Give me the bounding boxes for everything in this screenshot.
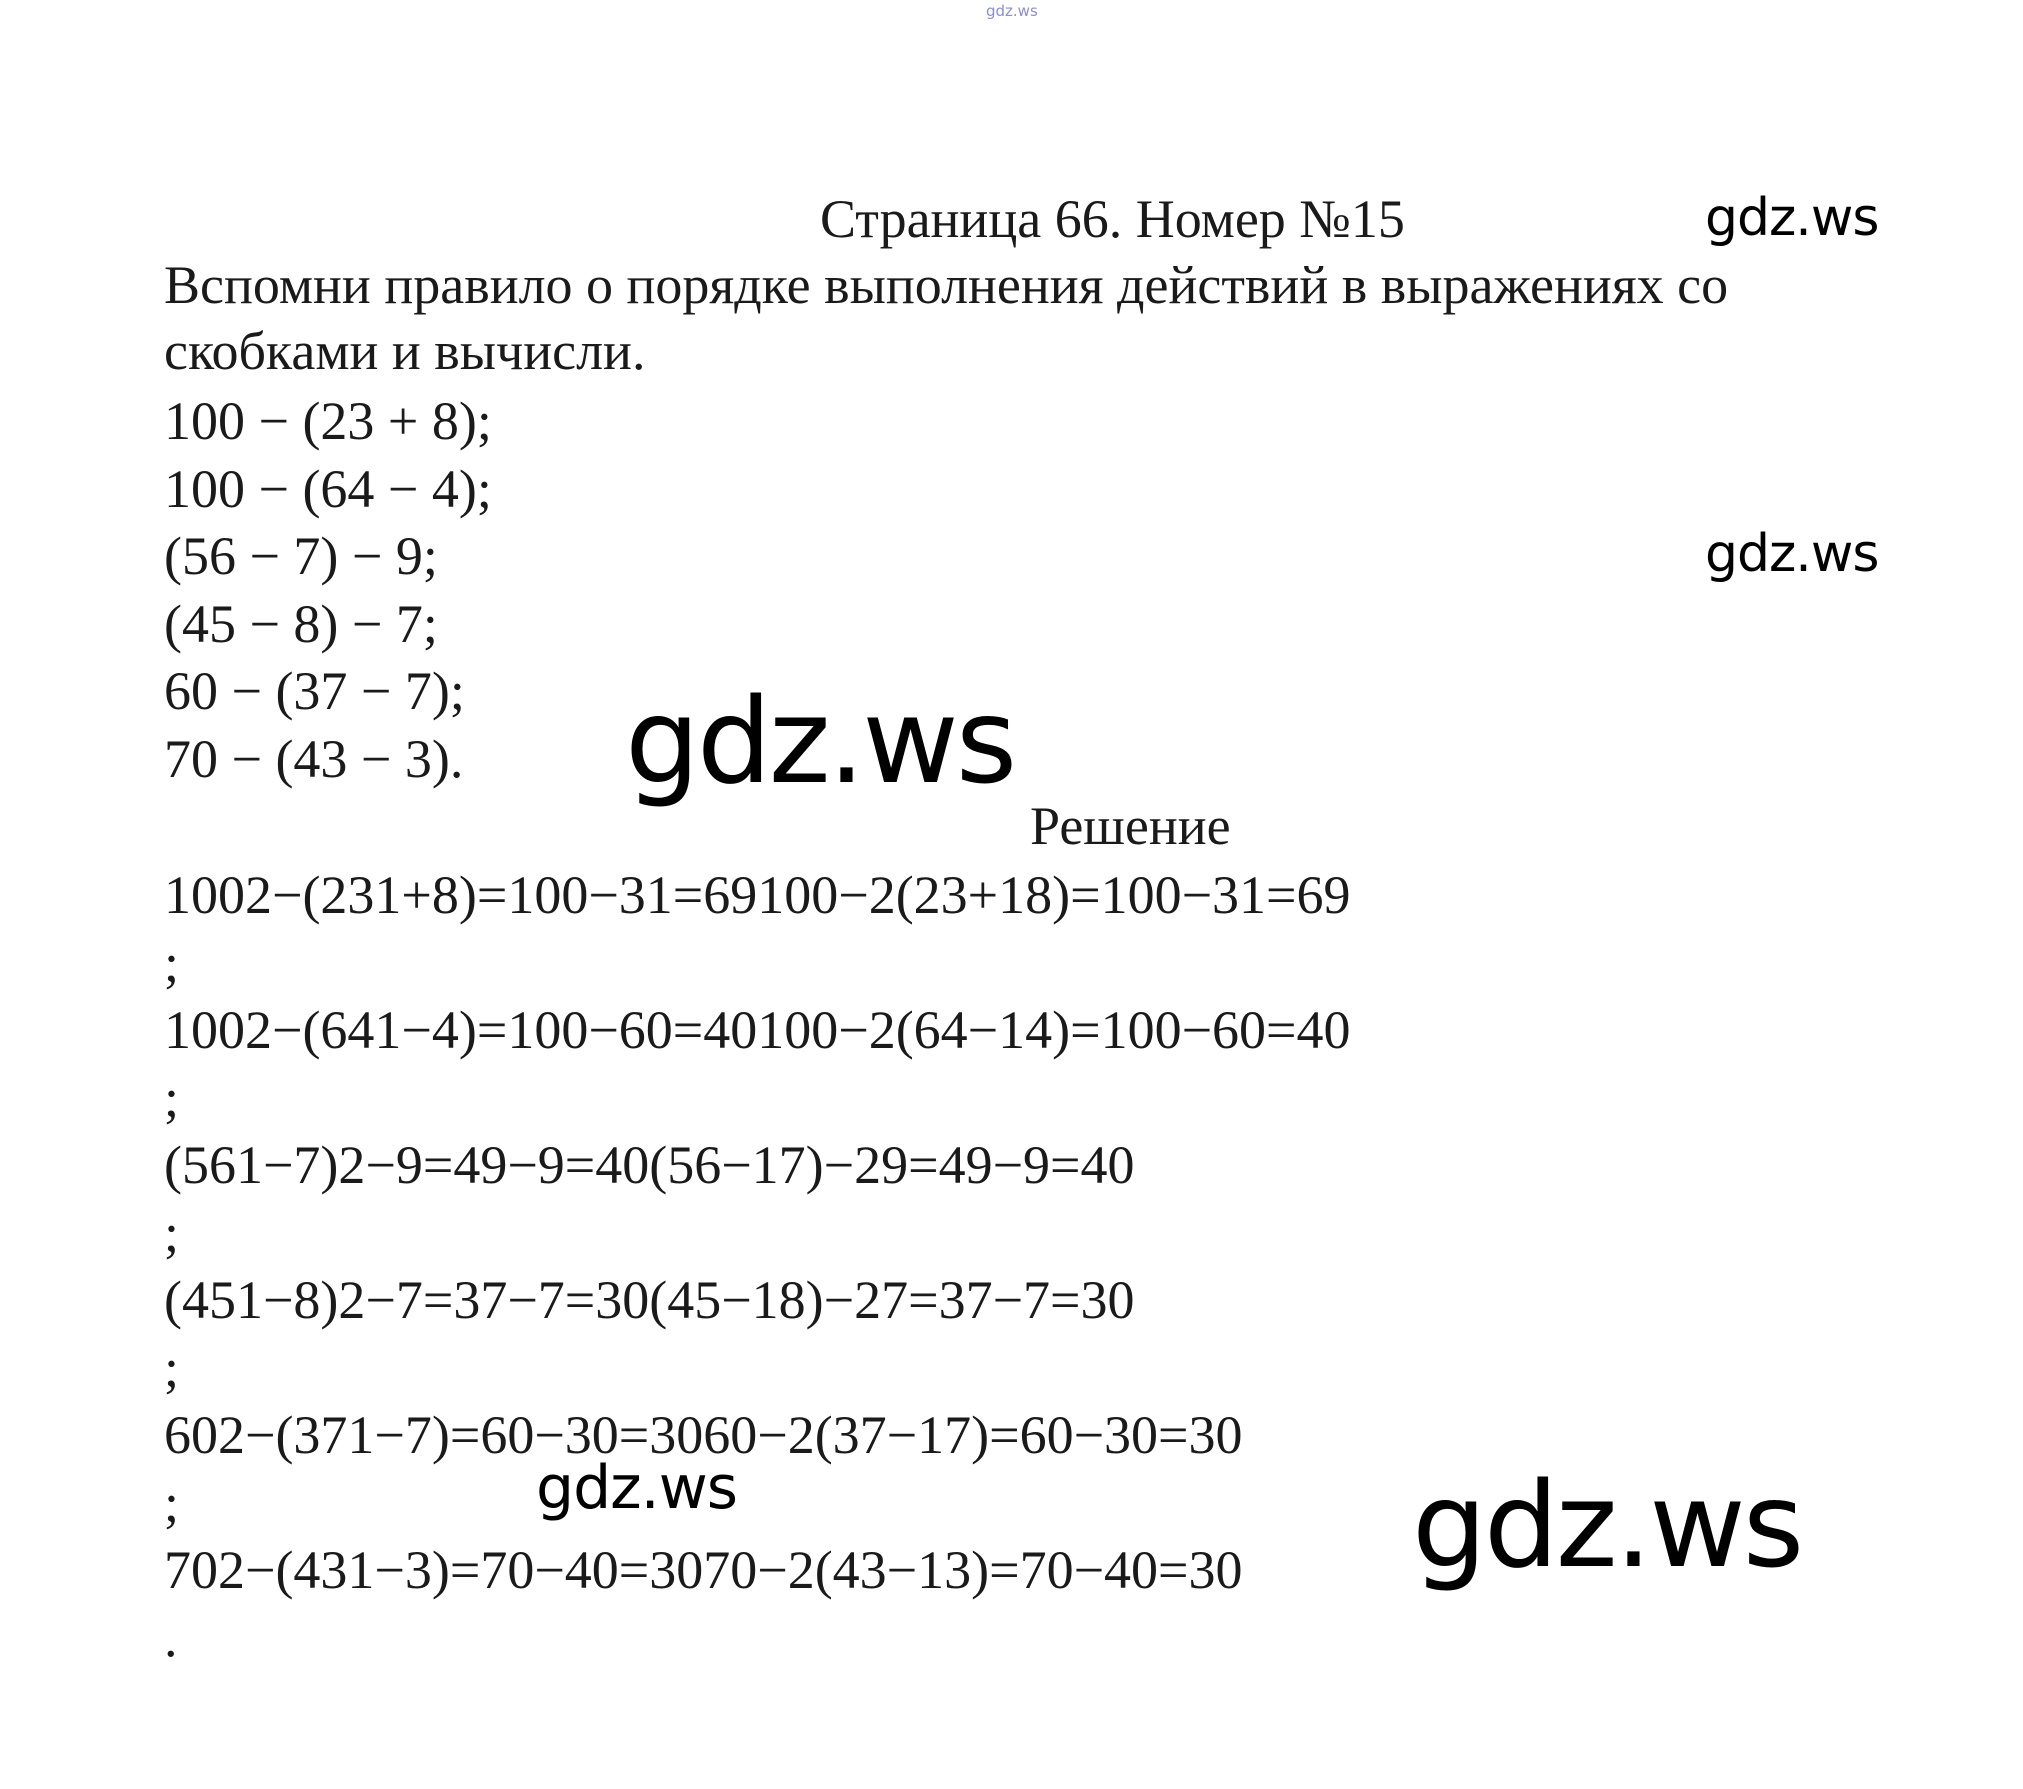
- solution-line: ;: [164, 932, 180, 993]
- solution-line: 702−(431−3)=70−40=3070−2(43−13)=70−40=30: [164, 1540, 1243, 1600]
- solution-line: ;: [164, 1472, 180, 1533]
- solution-text: [164, 862, 1350, 1672]
- task-text: [164, 252, 1728, 384]
- watermark-middle-large: gdz.ws: [625, 672, 1015, 810]
- task-expressions: [164, 388, 492, 793]
- page-title: Страница 66. Номер №15: [820, 189, 1405, 249]
- solution-line: 1002−(231+8)=100−31=69100−2(23+18)=100−31=69: [164, 865, 1351, 925]
- watermark-top-small: gdz.ws: [986, 2, 1038, 20]
- solution-line: (451−8)2−7=37−7=30(45−18)−27=37−7=30: [164, 1270, 1135, 1330]
- watermark-right: gdz.ws: [1705, 524, 1879, 584]
- watermark-lower: gdz.ws: [536, 1453, 738, 1523]
- solution-line: .: [164, 1607, 178, 1668]
- solution-line: (561−7)2−9=49−9=40(56−17)−29=49−9=40: [164, 1135, 1135, 1195]
- task-line: Вспомни правило о порядке выполнения действий в выражениях со: [164, 255, 1729, 315]
- solution-line: 602−(371−7)=60−30=3060−2(37−17)=60−30=30: [164, 1405, 1243, 1465]
- solution-line: ;: [164, 1067, 180, 1128]
- expression-line: 100 − (64 − 4);: [164, 458, 492, 519]
- solution-line: ;: [164, 1337, 180, 1398]
- solution-heading: Решение: [1030, 796, 1231, 856]
- solution-line: ;: [164, 1202, 180, 1263]
- expression-line: 70 − (43 − 3).: [164, 728, 464, 789]
- watermark-top-right: gdz.ws: [1705, 188, 1879, 248]
- expression-line: (56 − 7) − 9;: [164, 526, 438, 586]
- expression-line: 60 − (37 − 7);: [164, 661, 465, 721]
- expression-line: 100 − (23 + 8);: [164, 391, 492, 451]
- expression-line: (45 − 8) − 7;: [164, 593, 438, 654]
- watermark-bottom-right-large: gdz.ws: [1412, 1456, 1802, 1594]
- solution-line: 1002−(641−4)=100−60=40100−2(64−14)=100−60=40: [164, 1000, 1351, 1060]
- task-line: скобками и вычисли.: [164, 321, 646, 381]
